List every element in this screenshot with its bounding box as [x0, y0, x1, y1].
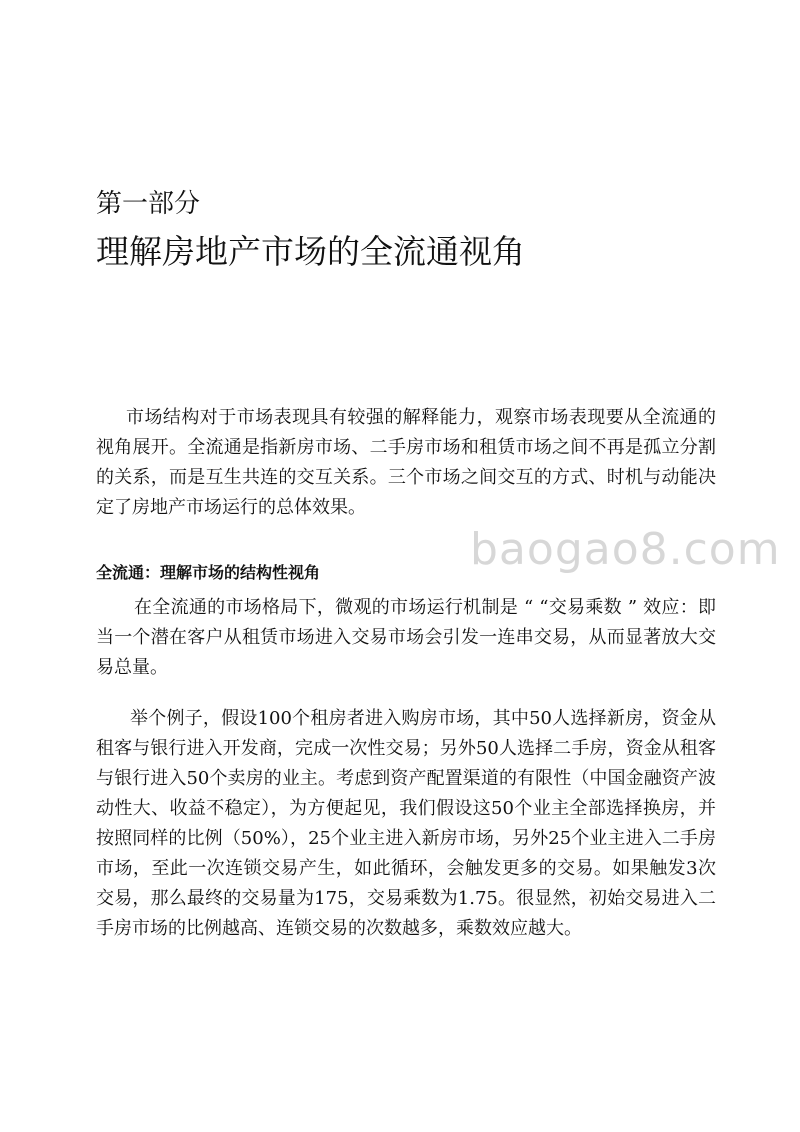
section-heading: 全流通：理解市场的结构性视角 [96, 563, 321, 582]
paragraph-two: 在全流通的市场格局下，微观的市场运行机制是 “ “交易乘数 ” 效应：即当一个潜在客户从租赁市场进入交易市场会引发一连串交易，从而显著放大交易总量。 [96, 597, 716, 678]
part-label: 第一部分 [96, 189, 201, 219]
paragraph-three: 举个例子，假设100个租房者进入购房市场，其中50人选择新房，资金从租客与银行进入开发商，完成一次性交易；另外50人选择二手房，资金从租客与银行进入50个卖房的业主。考虑到资产配置渠道的有限性（中国金融资产波动性大、收益不稳定），为方便起见，我们假设这50个业主全部选择换房，并按照同样的比例（50%），25个业主进入新房市场，另外25个业主进入二手房市场，至此一次连锁交易产生，如此循环，会触发更多的交易。如果触发3次交易，那么最终的交易量为175，交易乘数为1.75。很显然，初始交易进入二手房市场的比例越高、连锁交易的次数越多，乘数效应越大。 [96, 708, 716, 939]
watermark-text: baogao8.com [470, 524, 781, 575]
intro-paragraph: 市场结构对于市场表现具有较强的解释能力，观察市场表现要从全流通的视角展开。全流通是指新房市场、二手房市场和租赁市场之间不再是孤立分割的关系，而是互生共连的交互关系。三个市场之间交互的方式、时机与动能决定了房地产市场运行的总体效果。 [96, 407, 716, 518]
part-title: 理解房地产市场的全流通视角 [96, 232, 525, 271]
